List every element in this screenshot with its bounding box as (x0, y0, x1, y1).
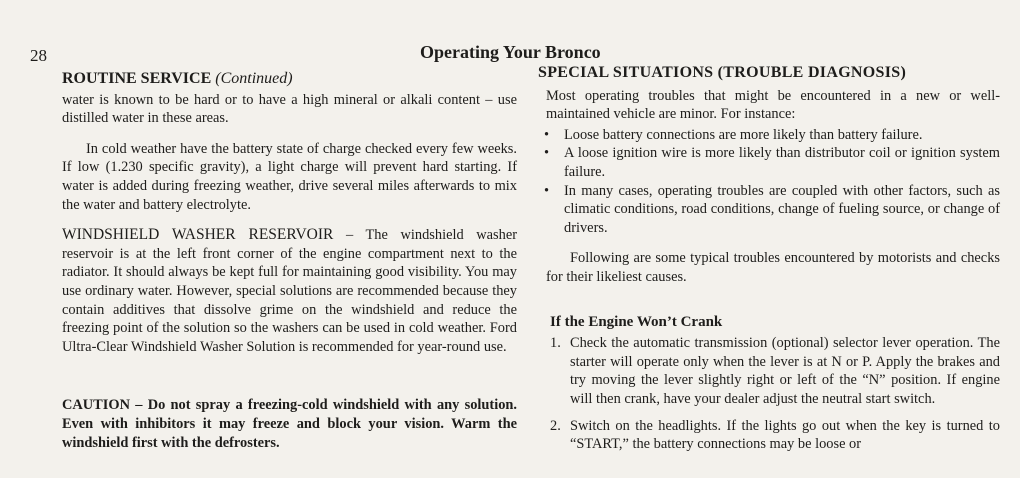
caution-label: CAUTION (62, 397, 130, 414)
caution-paragraph (62, 396, 517, 452)
left-column (62, 70, 517, 452)
step-text: Switch on the headlights. If the lights go out when the key is turned to “START,” the battery connections may be loose or (570, 417, 1000, 453)
right-column (538, 64, 1000, 462)
engine-wont-crank-subheading: If the Engine Won’t Crank (550, 313, 723, 330)
washer-subheading: WINDSHIELD WASHER RESERVOIR (62, 226, 334, 244)
bullet-text: In many cases, operating troubles are coupled with other factors, such as climatic conditions, road conditions, change of fueling source, or change of drivers. (564, 182, 1000, 236)
step-text: Check the automatic transmission (optional) selector lever operation. The starter will operate only when the lever is at N or P. Apply the brakes and try moving the lever slightly right or left of the “N” position. If engine will then crank, have your dealer adjust the neutral start switch. (570, 335, 1000, 407)
list-item (550, 334, 1000, 408)
continued-label: (Continued) (215, 70, 293, 87)
bullet-icon: • (544, 145, 550, 162)
step-number: 2. (550, 417, 561, 434)
washer-paragraph (62, 226, 517, 356)
list-item (538, 144, 1000, 181)
special-situations-heading: SPECIAL SITUATIONS (TROUBLE DIAGNOSIS) (538, 64, 907, 81)
routine-service-title: ROUTINE SERVICE (62, 70, 212, 87)
bullet-list (538, 126, 1000, 238)
washer-text: – The windshield washer reservoir is at the left front corner of the engine compartment next to the radiator. It should always be kept full for maintaining good visibility. You may use ordinary water. However, special solutions are recommended because they contain additives that dissolve grime on the windshield and reduce the freezing point of the solution so the washers can be used in cold weather. Ford Ultra-Clear Windshield Washer Solution is recommended for year-round use. (62, 227, 518, 355)
routine-service-heading (62, 70, 517, 89)
steps-list (538, 334, 1000, 454)
list-item (550, 417, 1000, 454)
cold-weather-paragraph: In cold weather have the battery state of charge checked every few weeks. If low (1.230 specific gravity), a light charge will prevent hard starting. If water is added during freezing weather, drive several miles afterwards to mix the water and battery electrolyte. (62, 140, 517, 213)
intro-paragraph: Most operating troubles that might be encountered in a new or well-maintained vehicle are minor. For instance: (546, 87, 1000, 123)
bullet-icon: • (544, 182, 550, 199)
bullet-icon: • (544, 126, 550, 143)
step-number: 1. (550, 335, 561, 352)
caution-text: – Do not spray a freezing-cold windshield with any solution. Even with inhibitors it may freeze and block your vision. Warm the windshield first with the defrosters. (62, 397, 517, 451)
bullet-text: A loose ignition wire is more likely than distributor coil or ignition system failure. (564, 145, 1000, 180)
hard-water-paragraph: water is known to be hard or to have a high mineral or alkali content – use distilled water in these areas. (62, 91, 517, 127)
running-head: Operating Your Bronco (420, 42, 601, 62)
list-item (538, 182, 1000, 238)
list-item (538, 126, 1000, 145)
page-number: 28 (30, 46, 47, 65)
bullet-text: Loose battery connections are more likely than battery failure. (564, 126, 923, 143)
following-paragraph: Following are some typical troubles encountered by motorists and checks for their likeliest causes. (546, 250, 1000, 285)
